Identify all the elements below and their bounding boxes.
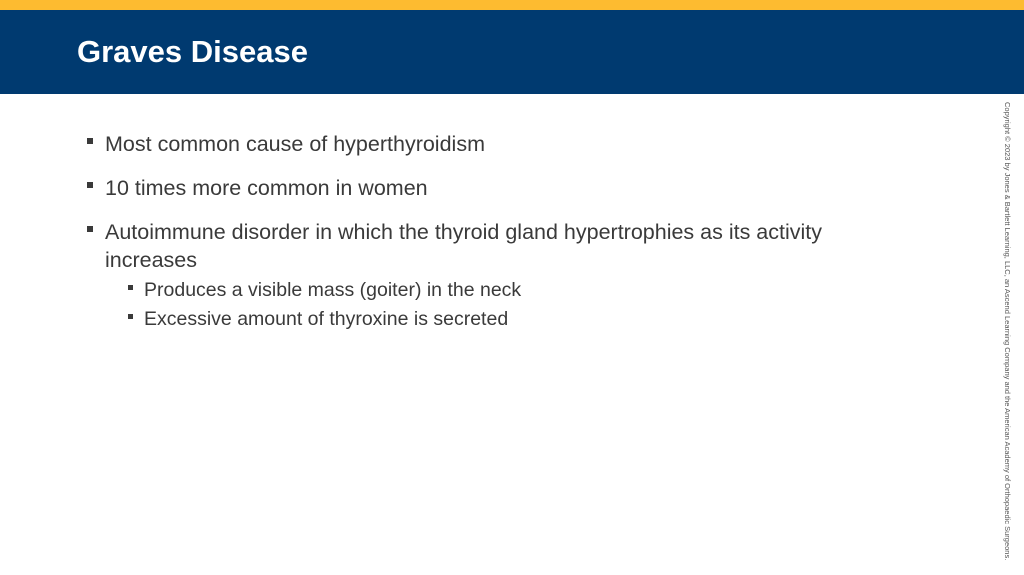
bullet-list [86, 130, 896, 332]
sub-bullet-text: Produces a visible mass (goiter) in the neck [144, 279, 522, 301]
square-bullet-icon [128, 314, 133, 319]
sub-bullet-list [105, 278, 896, 332]
square-bullet-icon [87, 182, 93, 188]
bullet-text: Most common cause of hyperthyroidism [105, 132, 485, 156]
square-bullet-icon [87, 138, 93, 144]
slide-title: Graves Disease [77, 34, 308, 69]
square-bullet-icon [87, 226, 93, 232]
bullet-item [86, 130, 896, 158]
slide-content [86, 130, 896, 348]
bullet-item [86, 218, 896, 332]
sub-bullet-text: Excessive amount of thyroxine is secreted [144, 308, 509, 330]
square-bullet-icon [128, 285, 133, 290]
bullet-text: Autoimmune disorder in which the thyroid gland hypertrophies as its activity increases [105, 220, 823, 272]
accent-bar [0, 0, 1024, 10]
copyright-notice: Copyright © 2023 by Jones & Bartlett Learning, LLC, an Ascend Learning Company and the American Academy of Orthopaedic Surgeons. [1003, 102, 1012, 561]
sub-bullet-item [125, 278, 896, 303]
bullet-text: 10 times more common in women [105, 176, 428, 200]
bullet-item [86, 174, 896, 202]
sub-bullet-item [125, 307, 896, 332]
